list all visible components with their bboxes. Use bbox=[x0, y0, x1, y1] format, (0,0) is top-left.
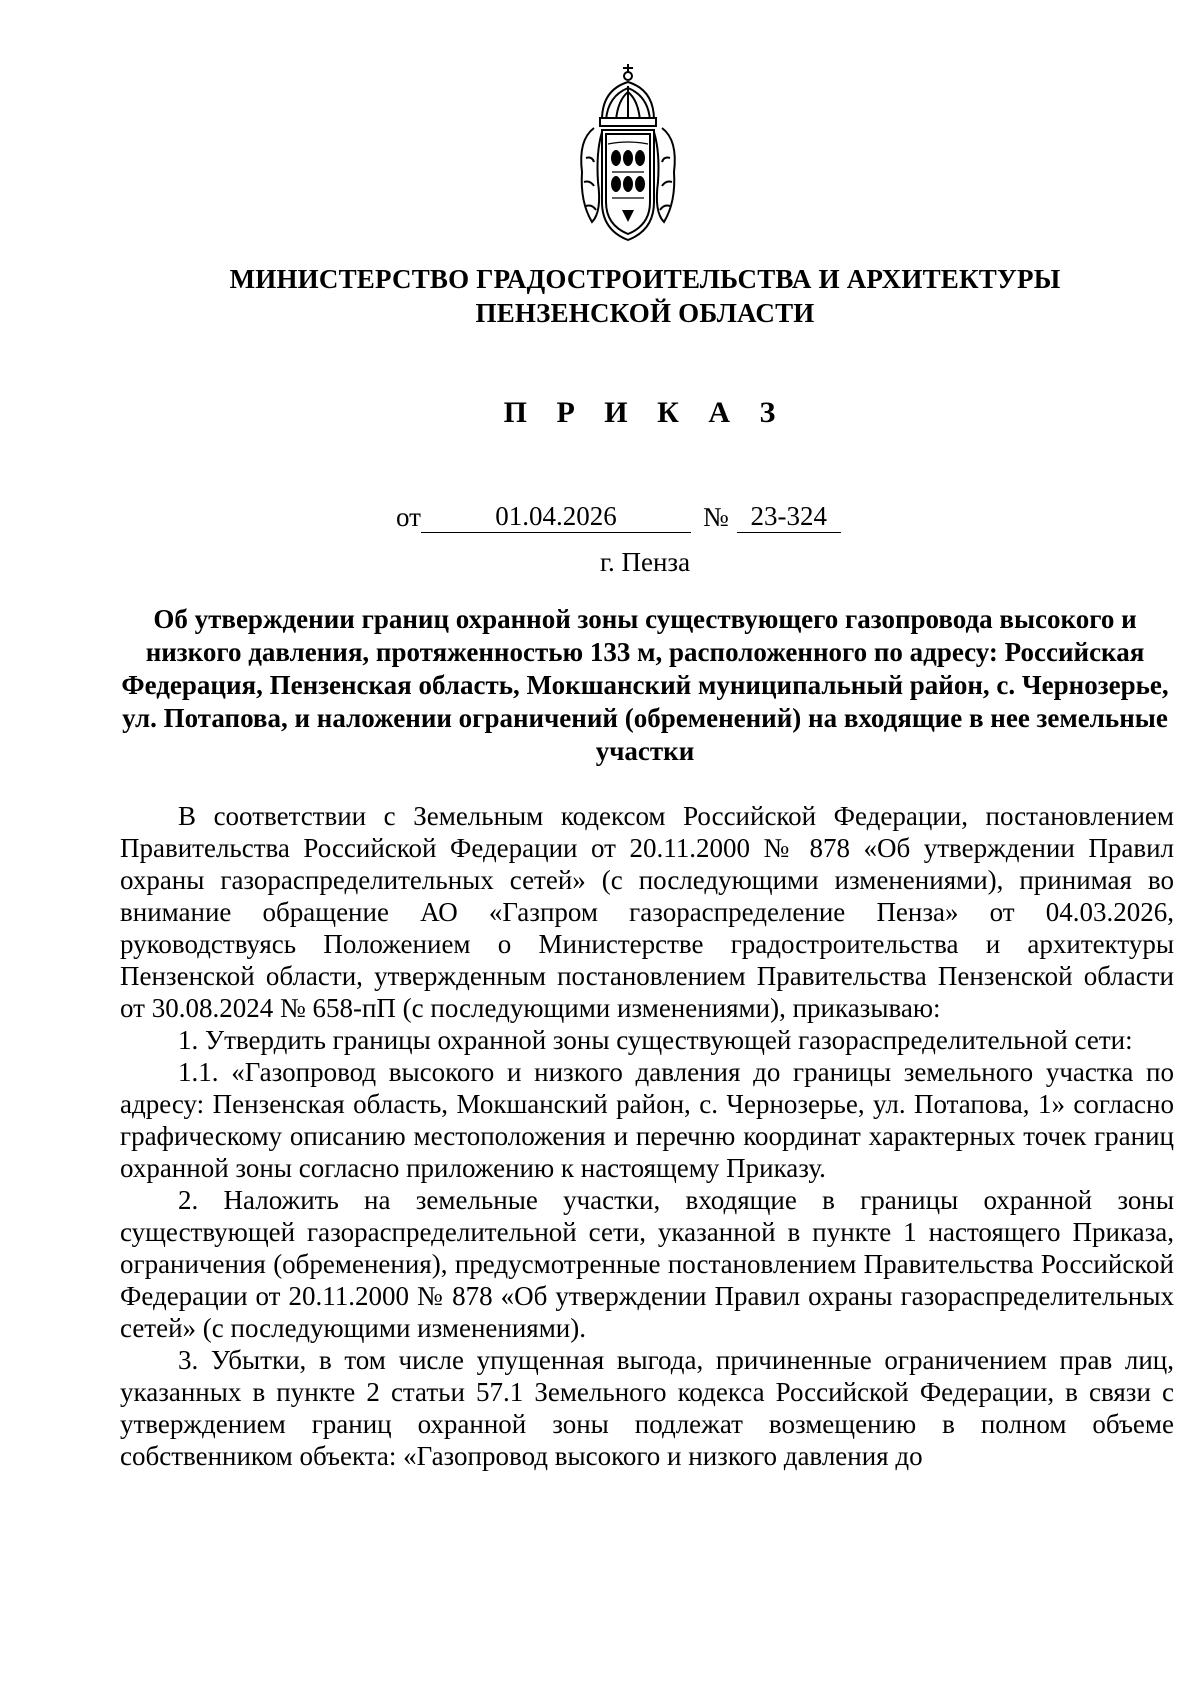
order-number: 23-324 bbox=[737, 500, 841, 533]
ministry-name-line1: МИНИСТЕРСТВО ГРАДОСТРОИТЕЛЬСТВА И АРХИТЕКТУРЫ bbox=[229, 264, 1061, 294]
body-paragraph: 2. Наложить на земельные участки, входящие в границы охранной зоны существующей газораспределительной сети, указанной в пункте 1 настоящего Приказа, ограничения (обременения), предусмотренные постановлением Правительства Российской Федерации от 20.11.2000 № 878 «Об утверждении Правил охраны газораспределительных сетей» (с последующими изменениями). bbox=[120, 1185, 1174, 1343]
document-type-title: П Р И К А З bbox=[503, 396, 787, 429]
order-date-number-line bbox=[396, 500, 841, 536]
body-paragraph: В соответствии с Земельным кодексом Российской Федерации, постановлением Правительства Российской Федерации от 20.11.2000 № 878 «Об утверждении Правил охраны газораспределительных сетей» (с последующими изменениями), принимая во внимание обращение АО «Газпром газораспределение Пенза» от 04.03.2026, руководствуясь Положением о Министерстве градостроительства и архитектуры Пензенской области, утвержденным постановлением Правительства Пензенской области от 30.08.2024 № 658-пП (с последующими изменениями), приказываю: bbox=[120, 801, 1174, 1023]
order-subject: Об утверждении границ охранной зоны существующего газопровода высокого и низкого давления, протяженностью 133 м, расположенного по адресу: Российская Федерация, Пензенская область, Мокшанский муниципальный район, с. Чернозерье, ул. Потапова, и наложении ограничений (обременений) на входящие в нее земельные участки bbox=[121, 604, 1169, 766]
order-body bbox=[120, 800, 1174, 1472]
coat-of-arms-icon bbox=[572, 62, 684, 246]
order-city: г. Пенза bbox=[599, 547, 691, 577]
body-paragraph: 3. Убытки, в том числе упущенная выгода, причиненные ограничением прав лиц, указанных в пункте 2 статьи 57.1 Земельного кодекса Российской Федерации, в связи с утверждением границ охранной зоны подлежат возмещению в полном объеме собственником объекта: «Газопровод высокого и низкого давления до bbox=[120, 1345, 1174, 1471]
order-number-label: № bbox=[702, 502, 729, 532]
ministry-name-line2: ПЕНЗЕНСКОЙ ОБЛАСТИ bbox=[475, 298, 815, 328]
body-paragraph: 1.1. «Газопровод высокого и низкого давления до границы земельного участка по адресу: Пензенская область, Мокшанский район, с. Чернозерье, ул. Потапова, 1» согласно графическому описанию местоположения и перечню координат характерных точек границ охранной зоны согласно приложению к настоящему Приказу. bbox=[120, 1057, 1174, 1183]
body-paragraph: 1. Утвердить границы охранной зоны существующей газораспределительной сети: bbox=[178, 1025, 1133, 1055]
ministry-name bbox=[0, 262, 1200, 330]
order-date: 01.04.2026 bbox=[421, 500, 691, 533]
order-from-label: от bbox=[396, 502, 421, 532]
